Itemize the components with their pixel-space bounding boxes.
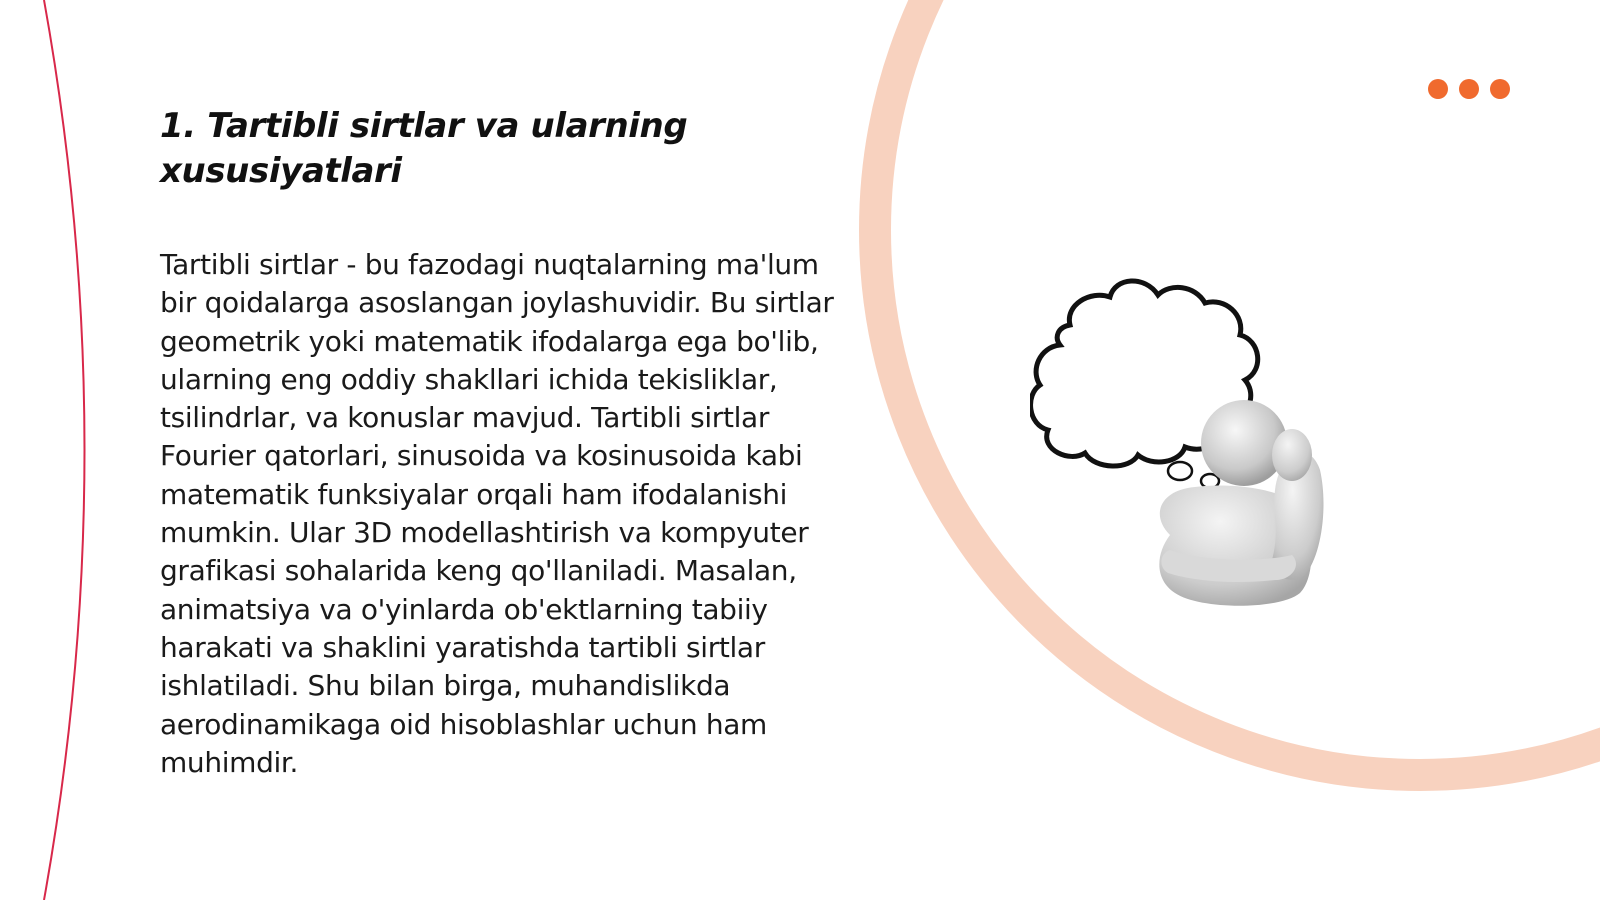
thinking-person-with-thought-bubble-icon <box>1030 275 1350 615</box>
dot <box>1428 79 1448 99</box>
figure-head <box>1201 400 1287 486</box>
left-curve-line <box>44 0 85 900</box>
thought-bubble-small <box>1168 462 1192 480</box>
dot <box>1459 79 1479 99</box>
three-dots-icon <box>1428 79 1510 99</box>
slide-title: 1. Tartibli sirtlar va ularning xususiyatlari <box>160 106 688 191</box>
figure-hand <box>1272 429 1312 481</box>
dot <box>1490 79 1510 99</box>
slide-body-text: Tartibli sirtlar - bu fazodagi nuqtalarning ma'lum bir qoidalarga asoslangan joylashuvidir. Bu sirtlar geometrik yoki matematik ifodalarga ega bo'lib, ularning eng oddiy shakllari ichida tekisliklar, tsilindrlar, va konuslar mavjud. Tartibli sirtlar Fourier qatorlari, sinusoida va kosinusoida kabi matematik funksiyalar orqali ham ifodalanishi mumkin. Ular 3D modellashtirish va kompyuter grafikasi sohalarida keng qo'llaniladi. Masalan, animatsiya va o'yinlarda ob'ektlarning tabiiy harakati va shaklini yaratishda tartibli sirtlar ishlatiladi. Shu bilan birga, muhandislikda aerodinamikaga oid hisoblashlar uchun ham muhimdir. <box>160 248 834 779</box>
